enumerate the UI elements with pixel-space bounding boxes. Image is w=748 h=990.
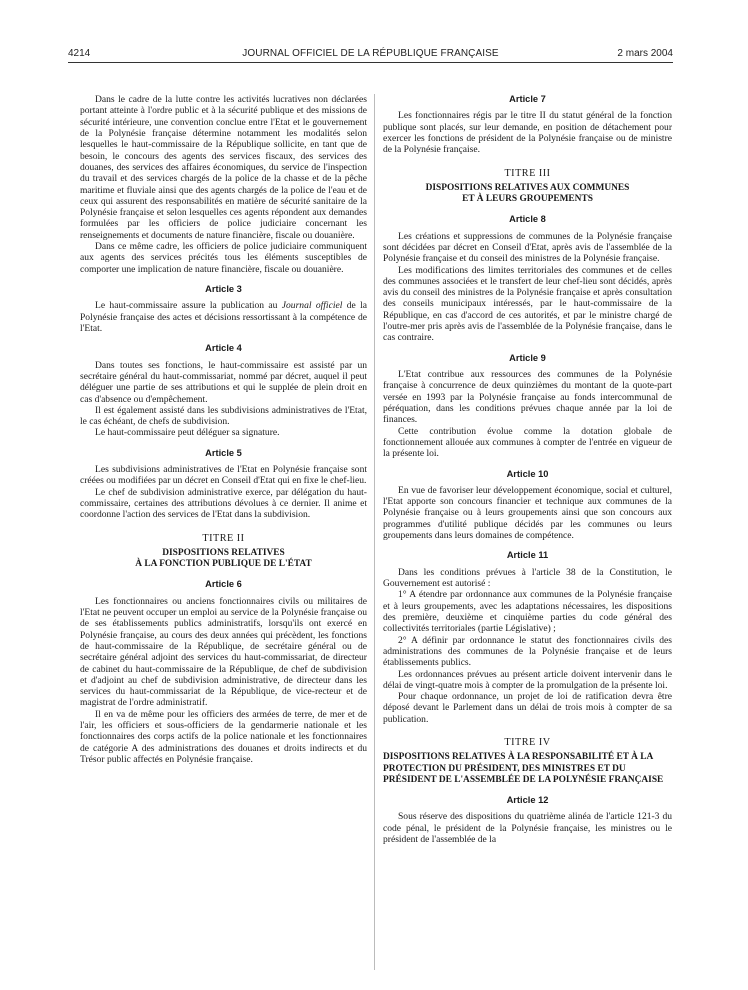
article-heading: Article 6 [205,579,242,590]
page-header [68,46,673,62]
paragraph: Dans le cadre de la lutte contre les activités lucratives non déclarées portant atteinte à l'ordre public et à la sécurité publique et des missions de sécurité intérieure, une convention conclue entre l'Etat et le gouvernement de la Polynésie française détermine notamment les modalités selon lesquelles le haut-commissaire de la République sollicite, en tant que de besoin, le concours des agents des services fiscaux, des services des douanes, des services des affaires économiques, du service de l'inspection du travail et des services chargés de la police de la chasse et de la pêche maritime et fluviale ainsi que des agents chargés de la police de l'eau et de ceux qui assurent des responsabilités en matière de sécurité sanitaire de la Polynésie française et selon lesquelles ces agents répondent aux demandes formulées par les officiers de police judiciaire concernant les renseignements et documents de nature financière, fiscale ou douanière. [80,94,367,241]
article-heading: Article 12 [506,795,549,806]
text-run: de la Polynésie française des actes et décisions ressortissant à la compétence de l'Etat. [80,300,367,334]
article-heading: Article 11 [506,550,549,561]
titre-heading: TITRE IV [504,737,551,749]
article-heading: Article 3 [205,284,242,294]
paragraph: Les fonctionnaires ou anciens fonctionnaires civils ou militaires de l'Etat ne peuvent occuper un emploi au service de la Polynésie française ou de ses établissements publics administratifs, lorsqu'ils ont exercé en Polynésie française, au cours des deux années qui précèdent, les fonctions de haut-commissaire de la République, de secrétaire général ou de secrétaire général adjoint des services du haut-commissariat, de directeur de cabinet du haut-commissaire de la République, de chef de subdivision et d'adjoint au chef de subdivision administrative, de directeur dans les services du haut-commissariat de la République, de vice-recteur et de magistrat de l'ordre administratif. [80,595,367,709]
paragraph [80,300,367,334]
paragraph: Il en va de même pour les officiers des armées de terre, de mer et de l'air, les officiers et sous-officiers de la gendarmerie nationale et les fonctionnaires des corps actifs de la police nationale et les fonctionnaires de catégorie A des administrations des douanes et droits indirects et du Trésor public affectés en Polynésie française. [80,708,367,766]
paragraph: Sous réserve des dispositions du quatrième alinéa de l'article 121-3 du code pénal, le président de la Polynésie française, les ministres ou le président de l'assemblée de la [383,811,672,845]
text-run: Le haut-commissaire assure la publication au [95,300,282,312]
header-rule [68,62,673,63]
journal-title: JOURNAL OFFICIEL DE LA RÉPUBLIQUE FRANÇAISE [242,48,499,59]
section-title [383,183,672,205]
article-heading: Article 9 [509,352,546,363]
column-divider [374,94,375,970]
paragraph: Les modifications des limites territoriales des communes et de celles des communes associées et le transfert de leur chef-lieu sont décidés, après avis du conseil des ministres de la Polynésie française et après consultation des conseils municipaux intéressés, par le haut-commissaire de la République, en cas d'accord de ces autorités, et par le ministre chargé de l'outre-mer pris après avis de l'assemblée de la Polynésie française, dans le cas contraire. [383,264,672,344]
paragraph: Pour chaque ordonnance, un projet de loi de ratification devra être déposé devant le Parlement dans un délai de trois mois à compter de sa publication. [383,691,672,725]
paragraph: Les fonctionnaires régis par le titre II du statut général de la fonction publique sont placés, sur leur demande, en position de détachement pour exercer les fonctions de président de la Polynésie française ou de ministre de la Polynésie française. [383,110,672,156]
right-column [383,94,672,845]
issue-date: 2 mars 2004 [617,48,673,59]
article-heading: Article 7 [509,94,546,104]
paragraph: Dans les conditions prévues à l'article 38 de la Constitution, le Gouvernement est autorisé : [383,566,672,590]
article-heading: Article 8 [509,214,546,225]
paragraph: Les ordonnances prévues au présent article doivent intervenir dans le délai de vingt-quatre mois à compter de la promulgation de la présente loi. [383,668,672,691]
paragraph: Le haut-commissaire peut déléguer sa signature. [95,427,280,439]
titre-heading: TITRE III [504,167,551,179]
section-title-line: À LA FONCTION PUBLIQUE DE L'ÉTAT [135,559,312,570]
paragraph: L'Etat contribue aux ressources des communes de la Polynésie française à concurrence de deux quinzièmes du montant de la quote-part versée en 1993 par la Polynésie française au fonds intercommunal de péréquation, dans les conditions prévues chaque année par la loi de finances. [383,369,672,426]
page-number: 4214 [68,48,91,59]
left-column [80,94,367,765]
paragraph: 2° A définir par ordonnance le statut des fonctionnaires civils des administrations des communes de la Polynésie française et de leurs établissements publics. [383,634,672,669]
titre-heading: TITRE II [202,532,245,544]
article-heading: Article 4 [205,343,242,354]
paragraph: Il est également assisté dans les subdivisions administratives de l'Etat, le cas échéant, de chefs de subdivision. [80,404,367,428]
paragraph: Les créations et suppressions de communes de la Polynésie française sont décidées par décret en Conseil d'Etat, après avis de l'assemblée de la Polynésie française et du conseil des ministres de la Polynésie française. [383,230,672,265]
italic-text: Journal officiel [281,300,343,312]
section-title-line: DISPOSITIONS RELATIVES [162,547,285,558]
section-title-line: ET À LEURS GROUPEMENTS [462,194,593,205]
paragraph: Les subdivisions administratives de l'Etat en Polynésie française sont créées ou modifiées par un décret en Conseil d'Etat qui en fixe le chef-lieu. [80,464,367,487]
section-title [80,548,367,570]
article-heading: Article 10 [506,468,549,479]
paragraph: Cette contribution évolue comme la dotation globale de fonctionnement allouée aux communes à compter de l'entrée en vigueur de la présente loi. [383,425,672,460]
paragraph: 1° A étendre par ordonnance aux communes de la Polynésie française et à leurs groupements, avec les adaptations nécessaires, les dispositions des première, deuxième et cinquième parties du code général des collectivités territoriales (partie Législative) ; [383,589,672,635]
paragraph: Dans toutes ses fonctions, le haut-commissaire est assisté par un secrétaire général du haut-commissariat, nommé par décret, auquel il peut déléguer une partie de ses attributions et qui le supplée de plein droit en cas d'absence ou d'empêchement. [80,359,367,405]
paragraph: Le chef de subdivision administrative exerce, par délégation du haut-commissaire, certaines des attributions dévolues à ce dernier. Il anime et coordonne l'action des services de l'Etat dans la subdivision. [80,486,367,521]
article-heading: Article 5 [205,447,242,458]
section-title-line: DISPOSITIONS RELATIVES AUX COMMUNES [425,182,630,193]
section-title: DISPOSITIONS RELATIVES À LA RESPONSABILITÉ ET À LA PROTECTION DU PRÉSIDENT, DES MINISTRES ET DU PRÉSIDENT DE L'ASSEMBLÉE DE LA POLYNÉSIE FRANÇAISE [383,752,664,785]
paragraph: En vue de favoriser leur développement économique, social et culturel, l'Etat apporte son concours financier et technique aux communes de la Polynésie française ou à leurs groupements ainsi que son concours aux programmes d'utilité publique décidés par les communes ou leurs groupements dans leurs domaines de compétence. [383,484,672,542]
paragraph: Dans ce même cadre, les officiers de police judiciaire communiquent aux agents des services précités tous les éléments susceptibles de comporter une implication de nature financière, fiscale ou douanière. [80,241,367,275]
